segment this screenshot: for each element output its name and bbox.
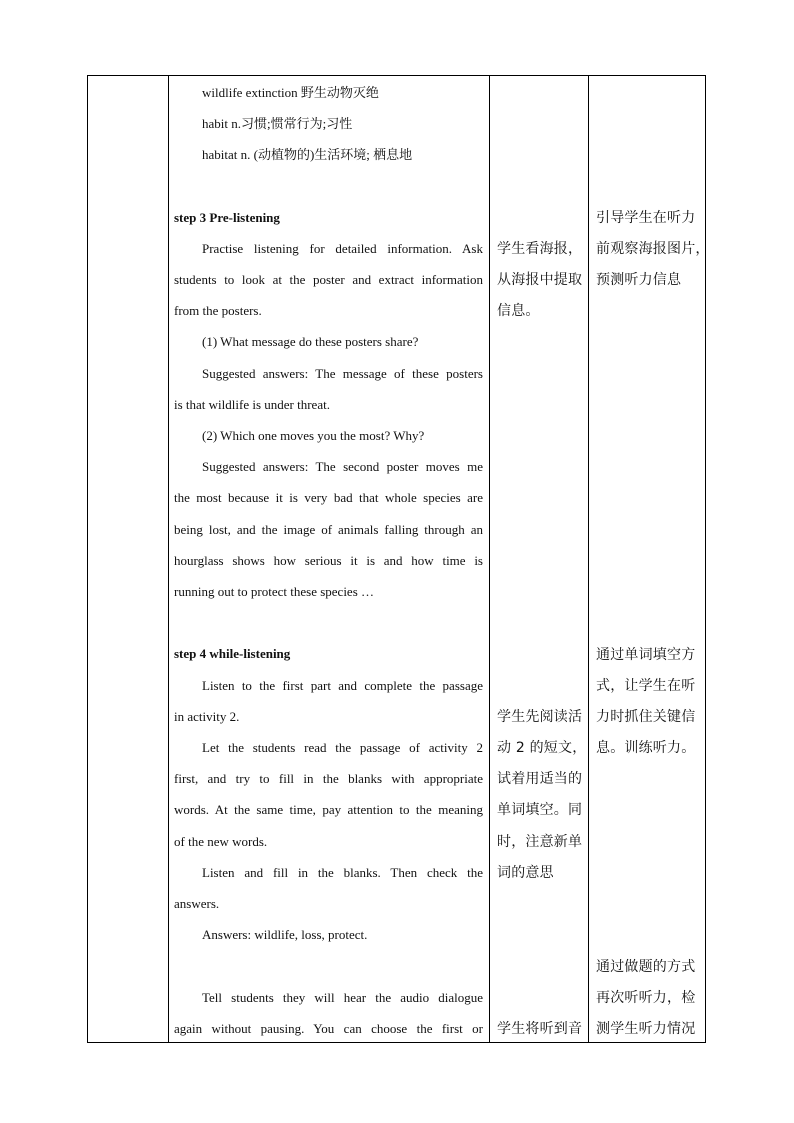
text-line: again without pausing. You can choose the first or: [174, 1021, 483, 1036]
answer-line: is that wildlife is under threat.: [174, 397, 330, 412]
text-line: answers.: [174, 896, 220, 911]
student-line: 动 2 的短文，: [497, 740, 587, 756]
student-line: 学生将听到音: [497, 1021, 583, 1037]
purpose-line: 通过做题的方式: [596, 959, 696, 975]
text-line: Listen and fill in the blanks. Then check the: [202, 865, 483, 880]
purpose-line: 前观察海报图片，: [596, 241, 710, 257]
student-line: 试着用适当的: [497, 771, 583, 787]
student-line: 学生先阅读活: [497, 709, 583, 725]
teaching-content-cell: [168, 76, 489, 1042]
student-line: 学生看海报，: [497, 241, 583, 257]
text-line: from the posters.: [174, 303, 262, 318]
vocab-line: habit n.习惯;惯常行为;习性: [202, 116, 353, 131]
answer-line: the most because it is very bad that whole species are: [174, 490, 483, 505]
text-line: Practise listening for detailed information. Ask: [202, 241, 483, 256]
text-line: in activity 2.: [174, 709, 240, 724]
purpose-line: 测学生听力情况: [596, 1021, 696, 1037]
student-activity-cell: [489, 76, 588, 1042]
purpose-line: 预测听力信息: [596, 272, 682, 288]
text-line: students to look at the poster and extract information: [174, 272, 483, 287]
vocab-line: wildlife extinction 野生动物灭绝: [202, 85, 379, 100]
student-line: 时，注意新单: [497, 834, 583, 850]
purpose-line: 式，让学生在听: [596, 678, 696, 694]
purpose-line: 再次听听力，检: [596, 990, 696, 1006]
purpose-line: 通过单词填空方: [596, 647, 696, 663]
answer-line: Suggested answers: The second poster moves me: [202, 459, 483, 474]
text-line: of the new words.: [174, 834, 268, 849]
answer-line: Suggested answers: The message of these posters: [202, 366, 483, 381]
question-line: (2) Which one moves you the most? Why?: [202, 428, 425, 443]
vocab-line: habitat n. (动植物的)生活环境; 栖息地: [202, 147, 413, 162]
lesson-plan-table: [87, 75, 710, 1043]
student-line: 词的意思: [497, 865, 554, 881]
design-purpose-cell: [588, 76, 710, 1042]
purpose-line: 力时抓住关键信: [596, 709, 696, 725]
question-line: (1) What message do these posters share?: [202, 334, 419, 349]
answer-line: hourglass shows how serious it is and how time is: [174, 553, 483, 568]
step4-heading: step 4 while-listening: [174, 646, 291, 661]
student-line: 单词填空。同: [497, 802, 583, 818]
student-line: 从海报中提取: [497, 272, 583, 288]
text-line: Let the students read the passage of activity 2: [202, 740, 483, 755]
student-line: 信息。: [497, 303, 540, 319]
answers-line: Answers: wildlife, loss, protect.: [202, 927, 368, 942]
text-line: first, and try to fill in the blanks with appropriate: [174, 771, 483, 786]
answer-line: being lost, and the image of animals falling through an: [174, 522, 483, 537]
text-line: Listen to the first part and complete the passage: [202, 678, 483, 693]
purpose-line: 息。训练听力。: [596, 740, 696, 756]
purpose-line: 引导学生在听力: [596, 210, 696, 226]
answer-line: running out to protect these species …: [174, 584, 375, 599]
text-line: Tell students they will hear the audio dialogue: [202, 990, 483, 1005]
text-line: words. At the same time, pay attention to the meaning: [174, 802, 483, 817]
step3-heading: step 3 Pre-listening: [174, 210, 280, 225]
